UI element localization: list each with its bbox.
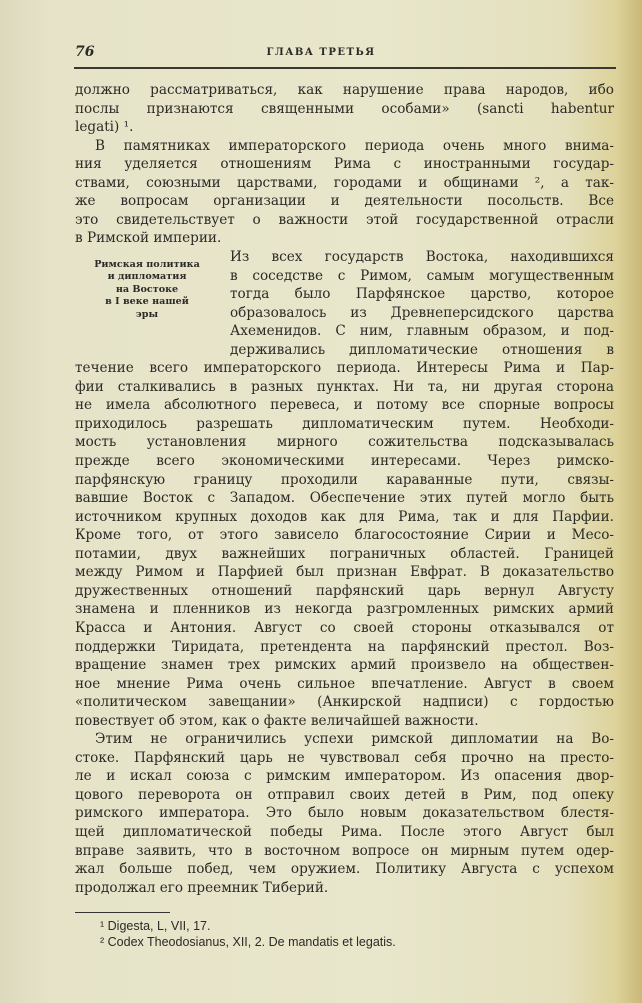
footnote-rule [75,912,170,913]
page-number: 76 [75,44,95,60]
text-line: же вопросам организации и деятельности посольств. Все [75,193,614,210]
text-line: В памятниках императорского периода очень много внима- [95,137,614,154]
text-line: legati) ¹. [75,119,134,136]
text-line: ле и искал союза с римским императором. Из опасения двор- [75,768,614,785]
side-note-line: в I веке нашей [105,296,189,308]
text-line: не имела абсолютного перевеса, и потому все спорные вопросы [75,397,614,414]
text-line: Этим не ограничились успехи римской дипломатии на Во- [95,731,614,748]
text-line: приходилось разрешать дипломатическим путем. Необходи- [75,415,614,432]
text-line: течение всего императорского периода. Интересы Рима и Пар- [75,360,614,377]
side-note-line: и дипломатия [107,271,187,283]
side-note [72,259,222,321]
text-line: источником крупных доходов как для Рима, так и для Парфии. [75,508,614,525]
side-note-line: Римская политика [94,259,200,270]
text-line: поддержки Тиридата, претендента на парфянский престол. Воз- [75,638,614,655]
text-line: Ахеменидов. С ним, главным образом, и под- [230,323,614,340]
text-line: дружественных отношений парфянский царь вернул Августу [75,582,614,599]
text-line: ствами, союзными царствами, городами и общинами ², а так- [75,174,614,191]
text-line: тогда было Парфянское царство, которое [230,286,614,303]
text-line: в соседстве с Римом, самым могущественным [230,267,614,284]
text-line: послы признаются священными особами» (sancti habentur [75,100,614,117]
running-header: ГЛАВА ТРЕТЬЯ [266,47,376,58]
text-line: парфянскую границу проходили караванные пути, связы- [75,471,614,488]
side-note-line: эры [135,308,159,320]
text-line: «политическом завещании» (Анкирской надписи) с гордостью [75,694,614,711]
text-line: вращение знамен трех римских армий произвело на обществен- [75,657,614,674]
text-line: в Римской империи. [75,230,222,247]
text-line: римского императора. Это было новым доказательством блестя- [75,805,614,822]
text-line: Из всех государств Востока, находившихся [230,248,614,265]
text-line: это свидетельствует о важности этой государственной отрасли [75,211,614,228]
side-note-line: на Востоке [115,283,179,295]
footnote-2: ² Codex Theodosianus, XII, 2. De mandatis et legatis. [100,935,396,949]
text-line: ное мнение Рима очень сильное впечатление. Август в своем [75,675,614,692]
text-line: Красса и Антония. Август со своей стороны отказывался от [75,619,614,636]
text-line: вавшие Восток с Западом. Обеспечение этих путей могло быть [75,490,614,507]
text-line: продолжал его преемник Тиберий. [75,879,329,896]
text-line: мость установления мирного сожительства подсказывалась [75,434,614,451]
text-line: щей дипломатической победы Рима. После этого Август был [75,824,614,840]
footnote-1: ¹ Digesta, L, VII, 17. [100,919,211,933]
text-line: прежде всего экономическими интересами. Через римско- [75,453,614,469]
text-line: вправе заявить, что в восточном вопросе он мирным путем одер- [75,842,614,859]
text-line: фии сталкивались в разных пунктах. Ни та, ни другая сторона [75,378,614,395]
text-line: жал больше побед, чем оружием. Политику Августа с успехом [75,861,614,878]
text-line: держивались дипломатические отношения в [230,341,614,358]
text-line: цового переворота он отправил своих детей в Рим, под опеку [75,786,614,803]
text-line: стоке. Парфянский царь не чувствовал себя прочно на престо- [75,749,614,766]
text-line: должно рассматриваться, как нарушение права народов, ибо [75,82,614,98]
text-line: знамена и пленников из некогда разгромленных римских армий [75,601,614,618]
text-line: Кроме того, от этого зависело благосостояние Сирии и Месо- [75,527,614,544]
text-line: образовалось из Древнеперсидского царства [230,304,614,321]
text-line: ния уделяется отношениям Рима с иностранными государ- [75,156,614,173]
text-line: повествует об этом, как о факте величайшей важности. [75,712,479,729]
text-line: между Римом и Парфией был признан Евфрат. В доказательство [75,564,614,581]
text-line: потамии, двух важнейших пограничных областей. Границей [75,545,614,562]
header-rule [74,67,616,69]
